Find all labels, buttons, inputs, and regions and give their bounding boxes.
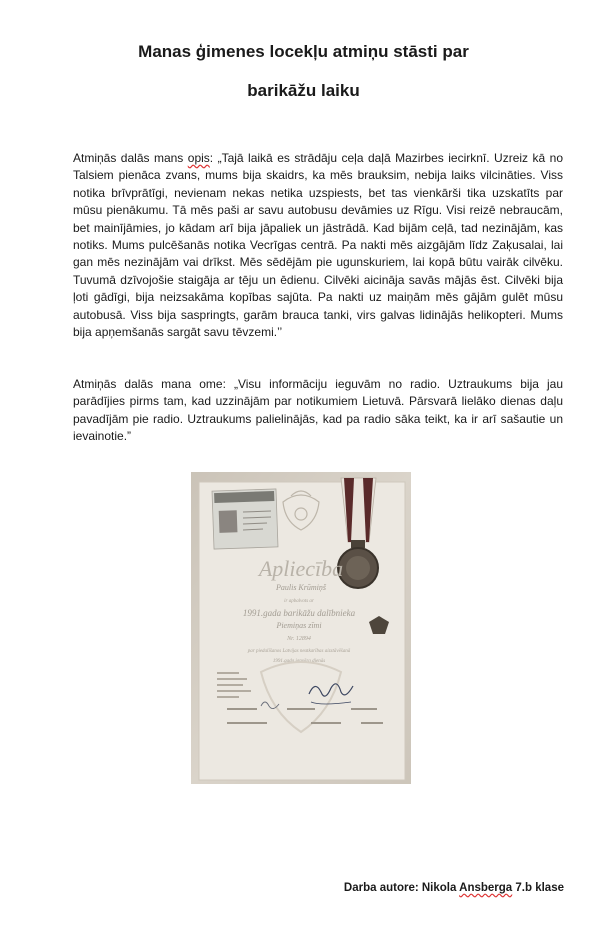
paragraph-body: : „Tajā laikā es strādāju ceļa daļā Mazirbes iecirknī. Uzreiz kā no Talsiem pienāca zvans, mums bija skaidrs, ka mēs brauksim, nebija laiks vilcināties. Viss notika brīvprātīgi, nevienam nekas netika uzspiests, bet tas vienkārši tika uzskatīts par mūsu pienākumu. Tā mēs paši ar savu autobusu devāmies uz Rīgu. Visi reizē nebraucām, bet mainījāmies, jo kādam arī bija jāpaliek un jāstrādā. Kad bijām ceļā, tad nezinājām, kas notiks. Mums pulcēšanās notika Vecrīgas centrā. Pa nakti mēs aizgājām līdz Zaķusalai, lai gan mēs nezinājām vai drīkst. Mēs sēdējām pie ugunskuriem, lai kopā būtu vairāk cilvēku. Tuvumā dzīvojošie staigāja ar tēju un ēdienu. Cilvēki aicināja savās mājās ēst. Cilvēki bija ļoti gādīgi, bija neizsakāma kopības sajūta. Pa nakti uz maiņām mēs gājām gulēt mūsu autobusā. Viss bija saspringts, garām brauca tanki, virs galvas lidinājās helikopteri. Mums bija apņemšanās sargāt savu tēvzemi.’’ — [73, 151, 563, 340]
id-card — [212, 489, 278, 549]
author-credit — [344, 882, 564, 894]
certificate-line-2: 1991.gada barikāžu dalībnieka — [242, 608, 356, 618]
certificate-line-5: par piedalīšanos Latvijas neatkarības aizstāvēšanā — [247, 649, 351, 654]
memory-paragraph-grandmother: Atmiņās dalās mana ome: „Visu informāciju ieguvām no radio. Uztraukums bija jau parādījies pirms tam, kad uzzinājām par notikumiem Lietuvā. Pārsvarā lielāko dienas daļu pavadījām pie radio. Uztraukums palielinājās, kad pa radio sāka teikt, ka ir arī sašautie un ievainotie.” — [73, 377, 563, 444]
certificate-photo-drawing — [191, 472, 411, 784]
certificate-name: Paulis Krūmiņš — [275, 583, 327, 592]
certificate-line-6: 1991.gada janvāra dienās — [272, 659, 326, 664]
author-prefix: Darba autore: Nikola — [343, 882, 460, 894]
certificate-line-1: ir apbalvots ar — [284, 599, 314, 604]
memory-paragraph-grandfather — [73, 150, 563, 341]
author-suffix: 7.b klase — [512, 882, 564, 894]
author-surname: Ansberga — [459, 882, 513, 894]
document-title-line-2: barikāžu laiku — [247, 81, 360, 100]
certificate-line-3: Piemiņas zīmi — [276, 621, 322, 630]
document-title-line-1: Manas ģimenes locekļu atmiņu stāsti par — [138, 42, 469, 61]
certificate-photo — [191, 472, 411, 784]
spellcheck-marked-word: opis — [187, 151, 210, 165]
paragraph-lead: Atmiņās dalās mans — [73, 151, 188, 165]
certificate-line-4: Nr. 12894 — [287, 636, 311, 642]
certificate-title: Apliecība — [258, 556, 344, 581]
id-photo — [219, 510, 238, 533]
